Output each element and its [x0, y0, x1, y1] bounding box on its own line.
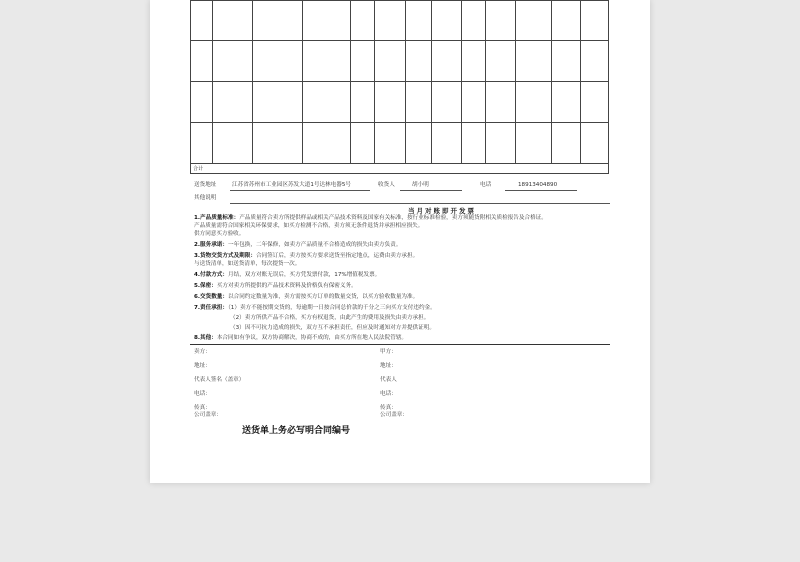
buyer-seal-label: 公司盖章： [380, 412, 408, 418]
divider [190, 344, 610, 345]
table-row [191, 82, 609, 123]
address-value: 江苏省苏州市工业园区苏发大道1号达林电器5号 [232, 182, 351, 188]
other-label: 其他说明 [194, 195, 217, 201]
seller-fax-label: 传真： [194, 405, 211, 411]
phone-label: 电话 [480, 182, 492, 188]
seller-label: 卖方： [194, 349, 211, 355]
seller-seal-label: 公司盖章： [194, 412, 222, 418]
term-item: 与送货清单，如送货清单，每次提货一次。 [194, 261, 301, 267]
term-item: 8.其他：本合同如有争议，双方协商解决，协商不成的，由买方所在地人民法院管辖。 [194, 335, 408, 341]
term-item: 供方同意买方验收。 [194, 231, 245, 237]
buyer-rep-label: 代表人 [380, 377, 397, 383]
receiver-label: 收货人 [378, 182, 395, 188]
seller-rep-label: 代表人签名（盖章） [194, 377, 245, 383]
contract-page [150, 0, 650, 483]
term-item: 6.交货数量：以合同约定数量为准，卖方需按买方订单的数量交货，以买方验收数量为准。 [194, 294, 419, 300]
term-item: 产品质量需符合国家相关环保要求，如买方检测不合格，卖方须无条件退货并承担相应损失。 [194, 223, 424, 229]
buyer-address-label: 地址： [380, 363, 397, 369]
buyer-label: 甲方： [380, 349, 397, 355]
seller-phone-label: 电话： [194, 391, 211, 397]
term-item: （2）卖方所供产品不合格，买方有权退货，由此产生的费用及损失由卖方承担。 [230, 315, 430, 321]
buyer-fax-label: 传真： [380, 405, 397, 411]
table-row [191, 1, 609, 41]
goods-table [190, 0, 609, 174]
address-underline [230, 190, 370, 191]
term-item: 2.服务承诺：一年包换，二年保修，如卖方产品质量不合格造成的损失由卖方负责。 [194, 242, 402, 248]
term-item: 3.货物交货方式及期限：合同签订后，卖方按买方要求送货至指定地点，运费由卖方承担。 [194, 253, 419, 259]
terms-title: 当月对账即开发票 [408, 207, 476, 215]
term-item: 1.产品质量标准：产品质量符合卖方所提供样品或相关产品技术资料及国家有关标准，按行业标准检验，卖方须随货附相关质检报告及合格证。 [194, 215, 547, 221]
buyer-phone-label: 电话： [380, 391, 397, 397]
phone-value: 18913404890 [518, 182, 558, 188]
phone-underline [505, 190, 577, 191]
footer-note: 送货单上务必写明合同编号 [242, 426, 351, 436]
table-row [191, 123, 609, 164]
address-label: 送货地址 [194, 182, 217, 188]
receiver-value: 胡小明 [412, 182, 429, 188]
table-row [191, 41, 609, 82]
term-item: 7.责任承担：（1）卖方不能按期交货的，每逾期一日按合同总价款的千分之三向买方支付违约金。 [194, 305, 436, 311]
total-row [191, 164, 609, 174]
other-underline [230, 203, 610, 204]
seller-address-label: 地址： [194, 363, 211, 369]
total-label: 合计 [191, 164, 609, 174]
term-item: 4.付款方式：月结，双方对账无误后，买方凭发票付款，17%增值税发票。 [194, 272, 381, 278]
term-item: 5.保密：买方对卖方所提供的产品技术资料及价格负有保密义务。 [194, 283, 357, 289]
term-item: （3）因不可抗力造成的损失，双方互不承担责任，但应及时通知对方并提供证明。 [230, 325, 435, 331]
receiver-underline [400, 190, 462, 191]
